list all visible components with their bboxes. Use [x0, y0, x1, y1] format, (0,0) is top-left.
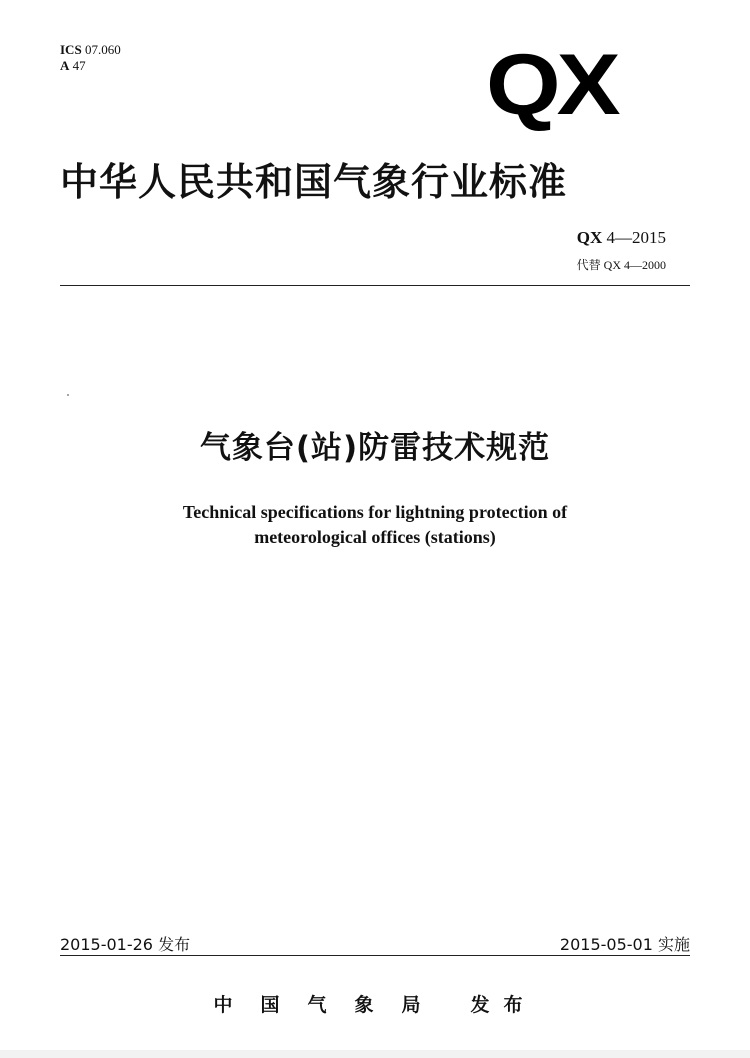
- page-bottom-edge: [0, 1050, 750, 1058]
- publisher: [0, 990, 750, 1017]
- ccs-label: A: [60, 58, 70, 73]
- standard-code-number: 4—2015: [606, 228, 666, 247]
- ics-line: [60, 42, 121, 58]
- ccs-code: 47: [72, 58, 86, 73]
- english-title-line-2: meteorological offices (stations): [254, 527, 496, 547]
- implementation-date: 2015-05-01 实施: [559, 935, 690, 954]
- header-divider: [60, 285, 690, 286]
- issue-date: 2015-01-26 发布: [60, 935, 191, 954]
- ccs-line: [60, 58, 121, 74]
- ics-label: ICS: [60, 42, 82, 57]
- standard-code-prefix: QX: [576, 228, 603, 247]
- publisher-char: 象: [354, 994, 374, 1016]
- classification-codes: [60, 42, 121, 74]
- english-title-line-1: Technical specifications for lightning protection of: [182, 502, 568, 522]
- publisher-char: 国: [260, 994, 280, 1016]
- footer-divider: [60, 955, 690, 956]
- publisher-char: 气: [307, 994, 327, 1016]
- ics-code: 07.060: [84, 42, 121, 57]
- standard-number: [577, 228, 666, 248]
- publisher-action: 发布: [470, 994, 537, 1016]
- publisher-char: 中: [213, 994, 233, 1016]
- qx-logo: QX: [486, 36, 617, 134]
- replaces-standard: 代替 QX 4—2000: [576, 258, 666, 272]
- speck: [67, 394, 69, 396]
- chinese-title: 气象台(站)防雷技术规范: [199, 430, 551, 466]
- publisher-char: 局: [401, 994, 421, 1016]
- english-title: [0, 500, 750, 550]
- industry-standard-title: 中华人民共和国气象行业标准: [60, 160, 568, 204]
